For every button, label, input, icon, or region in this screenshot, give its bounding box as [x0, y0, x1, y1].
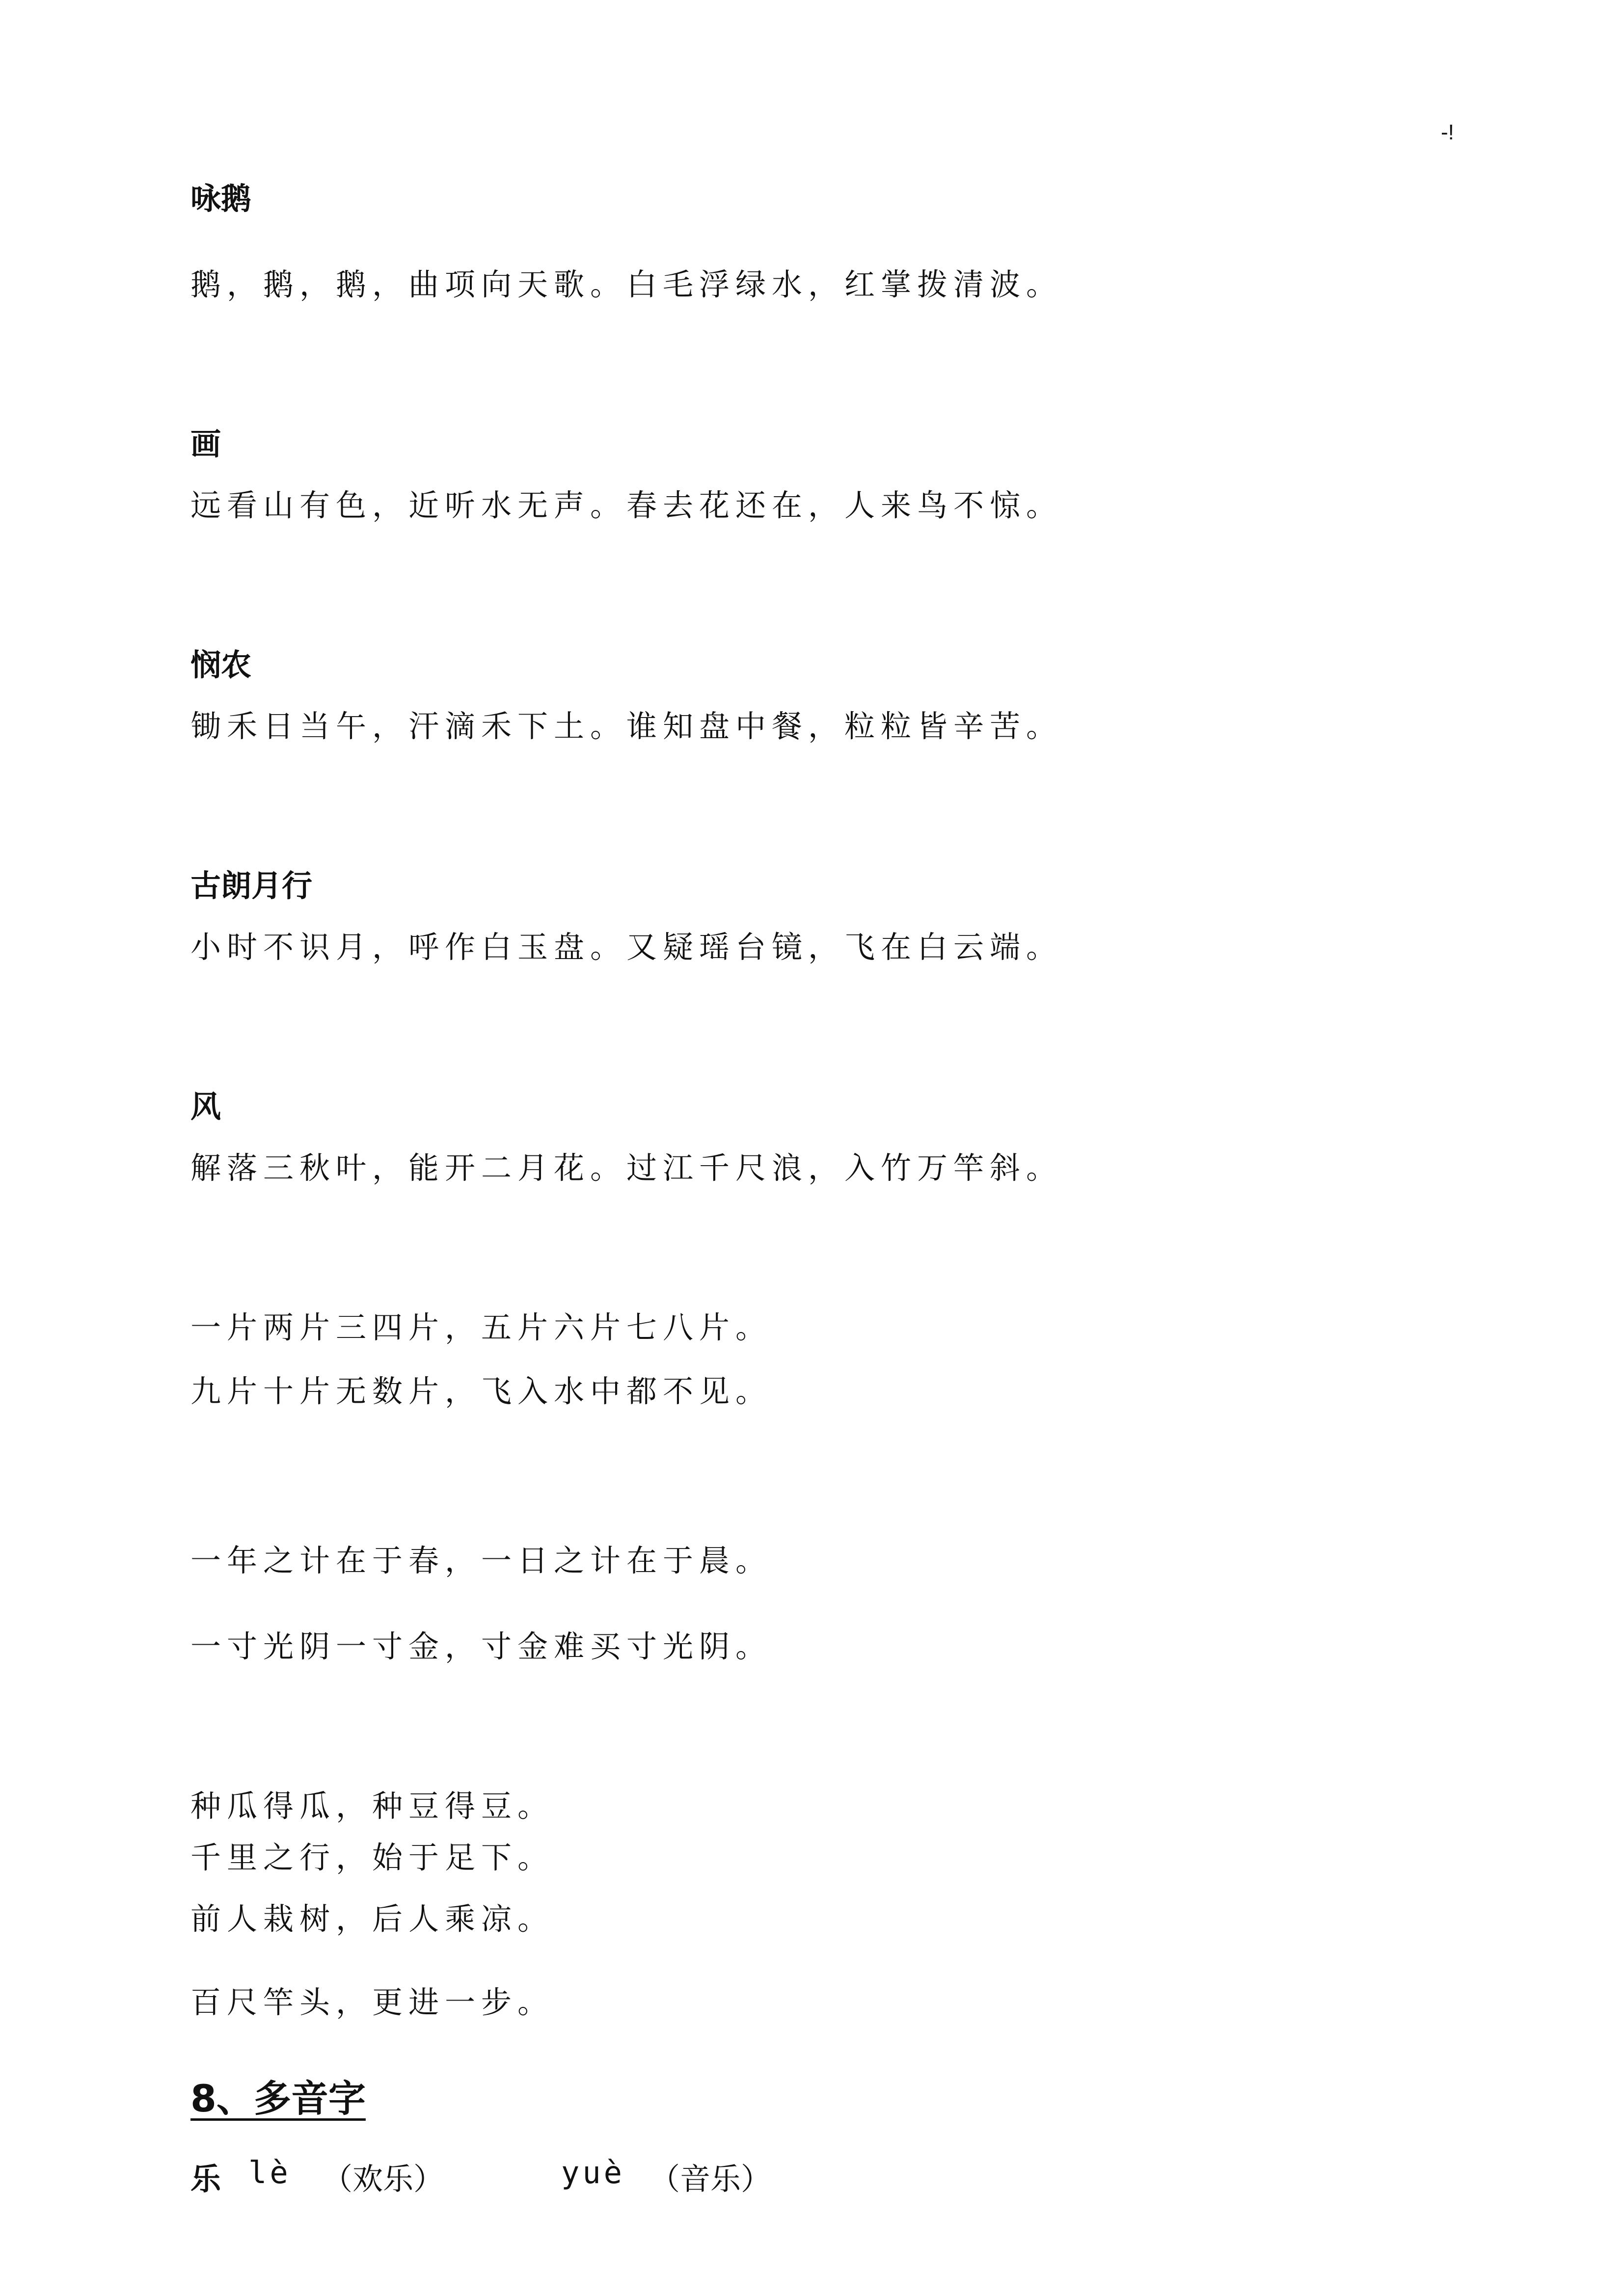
page-mark: -! — [1441, 120, 1454, 144]
saying-line: 种瓜得瓜，种豆得豆。 — [190, 1788, 554, 1824]
poem-text: 锄禾日当午，汗滴禾下土。谁知盘中餐，粒粒皆辛苦。 — [190, 708, 1063, 744]
saying-line: 千里之行，始于足下。 — [190, 1840, 554, 1875]
pinyin-2: yuè — [561, 2155, 625, 2190]
snow-poem-line: 一片两片三四片，五片六片七八片。 — [190, 1309, 772, 1345]
word-2: （音乐） — [650, 2161, 772, 2197]
pinyin-1: lè — [248, 2155, 291, 2190]
word-1: （欢乐） — [322, 2161, 444, 2197]
saying-line: 一寸光阴一寸金，寸金难买寸光阴。 — [190, 1629, 772, 1664]
poem-title: 风 — [190, 1089, 221, 1124]
poem-text: 小时不识月，呼作白玉盘。又疑瑶台镜，飞在白云端。 — [190, 929, 1063, 965]
poem-text: 解落三秋叶，能开二月花。过江千尺浪，入竹万竿斜。 — [190, 1150, 1063, 1186]
poem-title: 咏鹅 — [190, 181, 252, 216]
saying-line: 一年之计在于春，一日之计在于晨。 — [190, 1543, 772, 1578]
saying-line: 前人栽树，后人乘凉。 — [190, 1901, 554, 1937]
poem-text: 远看山有色，近听水无声。春去花还在，人来鸟不惊。 — [190, 487, 1063, 523]
polyphone-char: 乐 — [190, 2161, 221, 2197]
poem-text: 鹅，鹅，鹅，曲项向天歌。白毛浮绿水，红掌拨清波。 — [190, 267, 1063, 302]
section-heading: 8、多音字 — [190, 2077, 366, 2120]
poem-title: 古朗月行 — [190, 868, 313, 904]
saying-line: 百尺竿头，更进一步。 — [190, 1984, 554, 2020]
snow-poem-line: 九片十片无数片，飞入水中都不见。 — [190, 1373, 772, 1409]
poem-title: 悯农 — [190, 647, 252, 683]
poem-title: 画 — [190, 426, 221, 462]
